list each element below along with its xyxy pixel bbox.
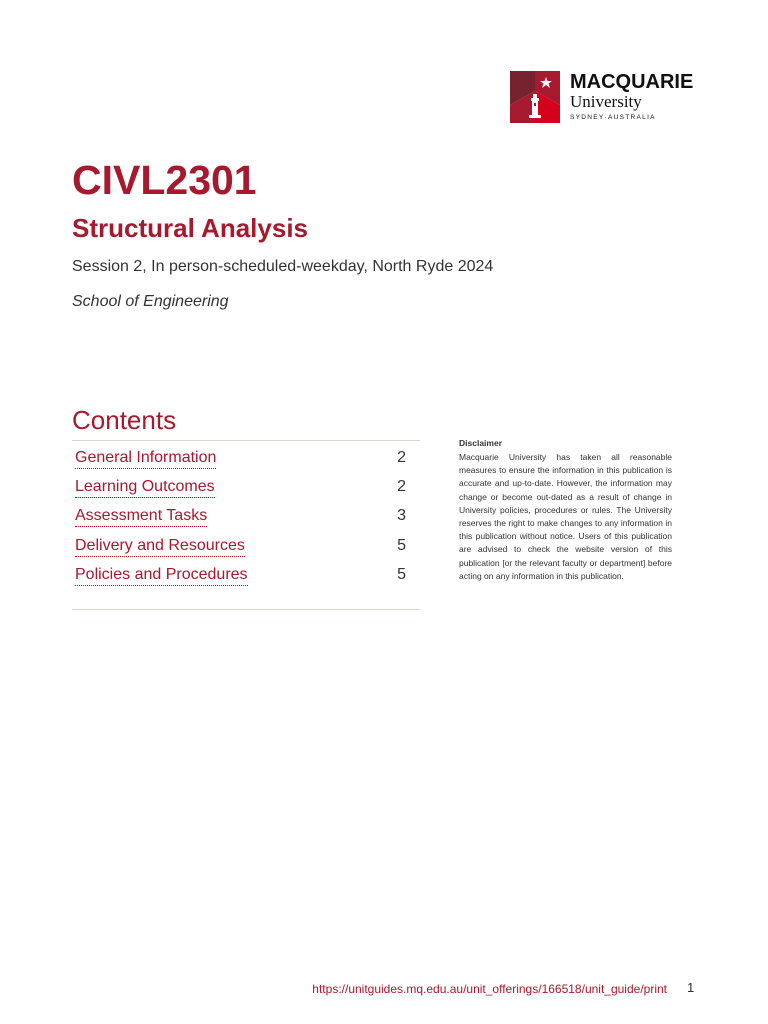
university-crest-icon <box>510 71 560 123</box>
logo-subname: University <box>570 92 642 111</box>
toc-link[interactable]: Policies and Procedures <box>75 565 248 586</box>
toc-page-number: 2 <box>397 478 406 495</box>
unit-title: Structural Analysis <box>72 213 309 243</box>
toc-link[interactable]: Learning Outcomes <box>75 477 215 498</box>
disclaimer <box>459 437 672 583</box>
contents-heading: Contents <box>72 405 177 435</box>
toc-item-delivery-and-resources <box>72 536 420 560</box>
toc-item-general-information <box>72 448 420 472</box>
footer-url-link[interactable]: https://unitguides.mq.edu.au/unit_offerings/166518/unit_guide/print <box>312 982 667 996</box>
disclaimer-title: Disclaimer <box>459 438 502 448</box>
toc-page-number: 3 <box>397 507 406 524</box>
macquarie-university-logo <box>510 71 700 125</box>
school-name: School of Engineering <box>72 293 229 310</box>
footer-page-number: 1 <box>687 980 695 995</box>
toc-page-number: 2 <box>397 449 406 466</box>
toc-item-policies-and-procedures <box>72 565 420 589</box>
toc-link[interactable]: General Information <box>75 448 216 469</box>
logo-tagline: SYDNEY·AUSTRALIA <box>570 114 656 121</box>
toc-page-number: 5 <box>397 566 406 583</box>
logo-name: MACQUARIE <box>570 71 694 93</box>
table-of-contents <box>72 440 420 610</box>
unit-code: CIVL2301 <box>72 157 257 203</box>
logo-wordmark <box>570 71 700 124</box>
disclaimer-body: Macquarie University has taken all reasonable measures to ensure the information in this publication is accurate and up-to-date. However, the information may change or become out-dated as a result of change in University policies, procedures or rules. The University reserves the right to make changes to any information in this publication without notice. Users of this publication are advised to check the website version of this publication [or the relevant faculty or department] before acting on any information in this publication. <box>459 452 672 581</box>
toc-link[interactable]: Assessment Tasks <box>75 506 207 527</box>
session-info: Session 2, In person-scheduled-weekday, North Ryde 2024 <box>72 258 494 275</box>
toc-link[interactable]: Delivery and Resources <box>75 536 245 557</box>
toc-item-learning-outcomes <box>72 477 420 501</box>
toc-page-number: 5 <box>397 537 406 554</box>
toc-item-assessment-tasks <box>72 506 420 530</box>
